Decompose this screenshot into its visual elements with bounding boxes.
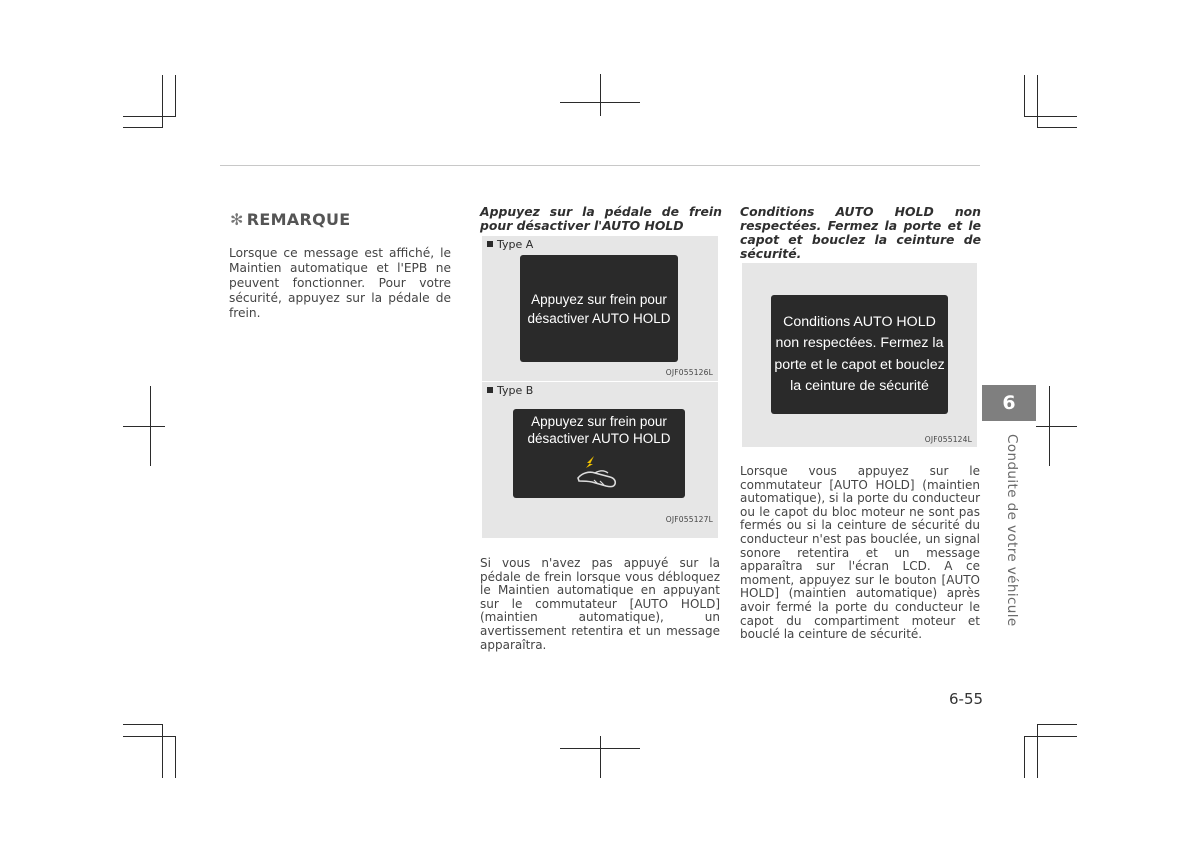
figure-type-a (482, 236, 718, 381)
right-heading: Conditions AUTO HOLD non respectées. Fermez la porte et le capot et bouclez la ceinture de sécurité. (740, 204, 981, 261)
remark-body: Lorsque ce message est affiché, le Maintien automatique et l'EPB ne peuvent fonctionner. Pour votre sécurité, appuyez sur la pédale de frein. (229, 246, 451, 320)
chapter-tab: 6 (982, 385, 1036, 421)
middle-body: Si vous n'avez pas appuyé sur la pédale de frein lorsque vous débloquez le Maintien automatique en appuyant sur le commutateur [AUTO HOLD] (maintien automatique), un avertissement retentira et un message apparaîtra. (480, 556, 720, 652)
type-b-screen (513, 409, 685, 498)
type-b-screen-text: Appuyez sur frein pour désactiver AUTO HOLD (527, 414, 671, 446)
figure-code: OJF055124L (924, 435, 972, 444)
figure-code: OJF055127L (665, 515, 713, 524)
type-a-screen: Appuyez sur frein pour désactiver AUTO HOLD (520, 255, 678, 362)
bullet-square-icon (487, 241, 493, 247)
figure-conditions (742, 263, 977, 447)
conditions-screen: Conditions AUTO HOLD non respectées. Fermez la porte et le capot et bouclez la ceinture de sécurité (771, 295, 948, 414)
chapter-title: Conduite de votre véhicule (1004, 434, 1020, 627)
type-a-label: Type A (487, 238, 533, 251)
figure-type-b (482, 382, 718, 538)
right-body: Lorsque vous appuyez sur le commutateur [AUTO HOLD] (maintien automatique), si la porte du conducteur ou le capot du bloc moteur ne sont pas fermés ou si la ceinture de sécurité du conducteur n'est pas bouclée, un signal sonore retentira et un message apparaîtra sur l'écran LCD. A ce moment, appuyez sur le bouton [AUTO HOLD] (maintien automatique) après avoir fermé la porte du conducteur le capot du compartiment moteur et bouclé la ceinture de sécurité. (740, 464, 980, 642)
type-b-label: Type B (487, 384, 533, 397)
figure-code: OJF055126L (665, 368, 713, 377)
remark-title (230, 210, 351, 229)
brake-pedal-icon (569, 454, 629, 490)
page-number: 6-55 (949, 690, 984, 708)
bullet-square-icon (487, 387, 493, 393)
remark-title-text: REMARQUE (246, 210, 351, 229)
middle-heading: Appuyez sur la pédale de frein pour désactiver l'AUTO HOLD (480, 204, 722, 233)
header-rule (220, 165, 980, 166)
asterisk-icon: ✻ (230, 210, 244, 229)
